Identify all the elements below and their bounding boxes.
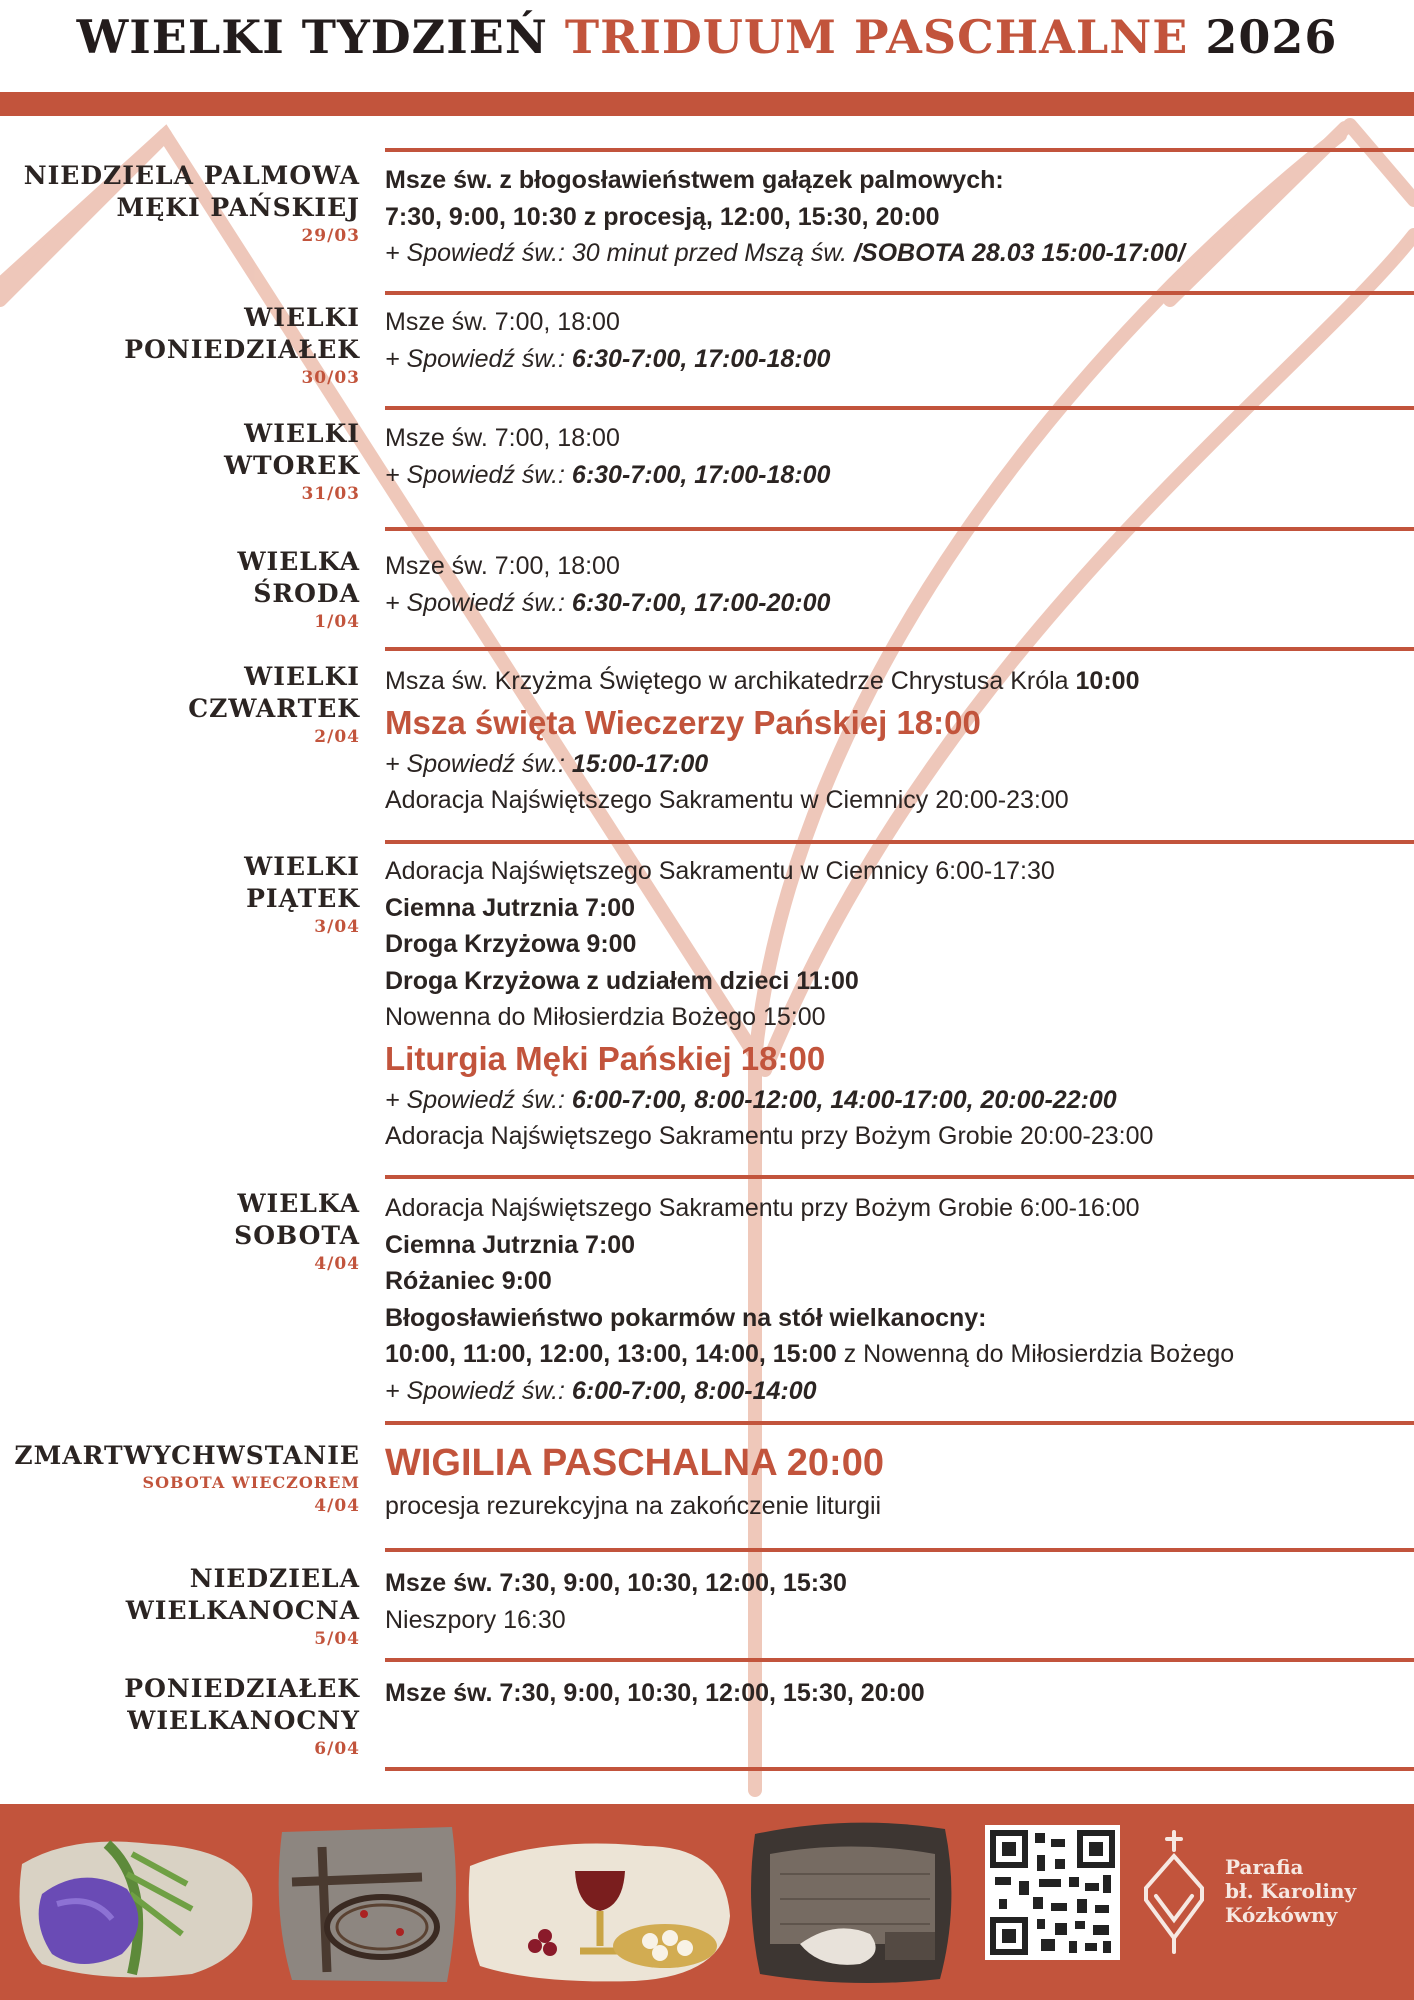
divider: [385, 527, 1414, 531]
schedule-line: Msza św. Krzyżma Świętego w archikatedrze Chrystusa Króla 10:00: [385, 667, 1140, 695]
divider: [385, 291, 1414, 295]
schedule-line: + Spowiedź św.: 6:30-7:00, 17:00-18:00: [385, 460, 831, 489]
schedule-line: + Spowiedź św.: 6:30-7:00, 17:00-20:00: [385, 588, 831, 617]
day-label: [0, 1440, 360, 1518]
divider: [385, 840, 1414, 844]
schedule-line: + Spowiedź św.: 6:00-7:00, 8:00-14:00: [385, 1376, 817, 1405]
schedule-line: Msze św. 7:00, 18:00: [385, 308, 620, 336]
day-label: [0, 661, 360, 749]
schedule-line: + Spowiedź św.: 15:00-17:00: [385, 749, 709, 778]
day-name: PONIEDZIAŁEK: [124, 335, 360, 364]
day-date: 5/04: [314, 1629, 360, 1649]
day-schedule: [385, 304, 1395, 377]
day-schedule: [385, 1565, 1395, 1638]
day-date: 2/04: [314, 727, 360, 747]
palm-cloth-image: [12, 1824, 262, 1984]
schedule-line: 10:00, 11:00, 12:00, 13:00, 14:00, 15:00 z Nowenną do Miłosierdzia Bożego: [385, 1340, 1235, 1368]
day-label: [0, 1188, 360, 1276]
divider: [385, 406, 1414, 410]
schedule-line: Msze św. 7:00, 18:00: [385, 424, 620, 452]
schedule-line: procesja rezurekcyjna na zakończenie liturgii: [385, 1492, 882, 1520]
day-name: NIEDZIELA PALMOWA: [23, 161, 360, 190]
schedule-line: Msze św. 7:30, 9:00, 10:30, 12:00, 15:30, 20:00: [385, 1679, 925, 1707]
schedule-highlight: Liturgia Męki Pańskiej 18:00: [385, 1039, 826, 1077]
divider: [385, 1548, 1414, 1552]
day-name: WIELKI: [244, 303, 360, 332]
day-schedule: [385, 1190, 1395, 1409]
day-name: WTOREK: [223, 451, 360, 480]
chalice-host-image: [465, 1826, 735, 1986]
parish-line: Kózkówny: [1225, 1903, 1338, 1927]
day-label: [0, 851, 360, 939]
parish-line: bł. Karoliny: [1225, 1879, 1357, 1903]
day-name: WIELKI: [244, 419, 360, 448]
day-schedule: [385, 663, 1395, 819]
day-date: 29/03: [301, 226, 360, 246]
day-schedule: [385, 1675, 1395, 1712]
day-name: WIELKANOCNY: [127, 1706, 360, 1735]
day-date: 6/04: [314, 1739, 360, 1759]
schedule-line: + Spowiedź św.: 6:30-7:00, 17:00-18:00: [385, 344, 831, 373]
schedule-line: Droga Krzyżowa 9:00: [385, 930, 637, 958]
day-name: WIELKA: [237, 547, 360, 576]
schedule-line: Droga Krzyżowa z udziałem dzieci 11:00: [385, 966, 859, 995]
day-name: PONIEDZIAŁEK: [124, 1674, 360, 1703]
divider: [385, 1767, 1414, 1771]
day-name: WIELKI: [244, 852, 360, 881]
schedule-line: Msze św. 7:00, 18:00: [385, 552, 620, 580]
day-name: ZMARTWYCHWSTANIE: [14, 1441, 360, 1470]
divider: [385, 647, 1414, 651]
day-name: NIEDZIELA: [189, 1564, 360, 1593]
schedule-line: Adoracja Najświętszego Sakramentu przy Bożym Grobie 20:00-23:00: [385, 1122, 1154, 1150]
day-subtitle: SOBOTA WIECZOREM: [142, 1473, 360, 1492]
schedule-line: Ciemna Jutrznia 7:00: [385, 1230, 636, 1259]
day-date: 30/03: [301, 368, 360, 388]
day-schedule: [385, 548, 1395, 621]
qr-code-icon[interactable]: [985, 1825, 1120, 1960]
day-schedule: [385, 1438, 1395, 1525]
day-name: MĘKI PAŃSKIEJ: [116, 193, 360, 222]
divider: [385, 148, 1414, 152]
day-schedule: [385, 853, 1395, 1155]
schedule-line: Adoracja Najświętszego Sakramentu w Ciemnicy 6:00-17:30: [385, 857, 1055, 885]
day-label: [0, 1563, 360, 1651]
schedule-line: Msze św. z błogosławieństwem gałązek palmowych:: [385, 166, 1004, 194]
day-name: WIELKA: [237, 1189, 360, 1218]
schedule-highlight: WIGILIA PASCHALNA 20:00: [385, 1442, 884, 1484]
title-part-1: WIELKI TYDZIEŃ: [76, 10, 548, 64]
day-schedule: [385, 162, 1395, 272]
day-name: ŚRODA: [253, 579, 360, 608]
day-name: CZWARTEK: [188, 694, 360, 723]
day-date: 31/03: [301, 484, 360, 504]
divider: [385, 1421, 1414, 1425]
schedule-line: Adoracja Najświętszego Sakramentu w Ciemnicy 20:00-23:00: [385, 786, 1069, 814]
day-name: WIELKANOCNA: [125, 1596, 360, 1625]
divider: [385, 1175, 1414, 1179]
schedule-line: + Spowiedź św.: 6:00-7:00, 8:00-12:00, 14:00-17:00, 20:00-22:00: [385, 1085, 1117, 1114]
schedule-line: Różaniec 9:00: [385, 1267, 552, 1295]
schedule-line: Msze św. 7:30, 9:00, 10:30, 12:00, 15:30: [385, 1569, 847, 1597]
schedule-line: 7:30, 9:00, 10:30 z procesją, 12:00, 15:30, 20:00: [385, 202, 940, 231]
schedule-line: Nieszpory 16:30: [385, 1605, 566, 1634]
page-title: [0, 10, 1414, 64]
day-name: WIELKI: [244, 662, 360, 691]
schedule-line: + Spowiedź św.: 30 minut przed Mszą św. /SOBOTA 28.03 15:00-17:00/: [385, 239, 1185, 267]
title-part-2: TRIDUUM PASCHALNE: [564, 10, 1189, 64]
parish-line: Parafia: [1225, 1855, 1304, 1879]
day-label: [0, 160, 360, 248]
parish-name: [1225, 1855, 1356, 1927]
day-schedule: [385, 420, 1395, 493]
day-date: 4/04: [314, 1496, 360, 1516]
schedule-line: Nowenna do Miłosierdzia Bożego 15:00: [385, 1003, 826, 1031]
divider: [385, 1658, 1414, 1662]
schedule-line: Ciemna Jutrznia 7:00: [385, 893, 636, 922]
day-label: [0, 1673, 360, 1761]
schedule-highlight: Msza święta Wieczerzy Pańskiej 18:00: [385, 703, 981, 741]
day-label: [0, 418, 360, 506]
day-name: SOBOTA: [234, 1221, 360, 1250]
day-date: 3/04: [314, 917, 360, 937]
title-year: 2026: [1205, 10, 1338, 64]
schedule-line: Błogosławieństwo pokarmów na stół wielkanocny:: [385, 1303, 987, 1332]
day-label: [0, 546, 360, 634]
top-band: [0, 92, 1414, 116]
schedule-line: Adoracja Najświętszego Sakramentu przy Bożym Grobie 6:00-16:00: [385, 1194, 1140, 1222]
day-date: 4/04: [314, 1254, 360, 1274]
crown-of-thorns-image: [272, 1822, 462, 1987]
church-cross-icon: [1138, 1828, 1210, 1958]
day-date: 1/04: [314, 612, 360, 632]
day-label: [0, 302, 360, 390]
empty-tomb-image: [740, 1814, 965, 1989]
day-name: PIĄTEK: [246, 884, 360, 913]
